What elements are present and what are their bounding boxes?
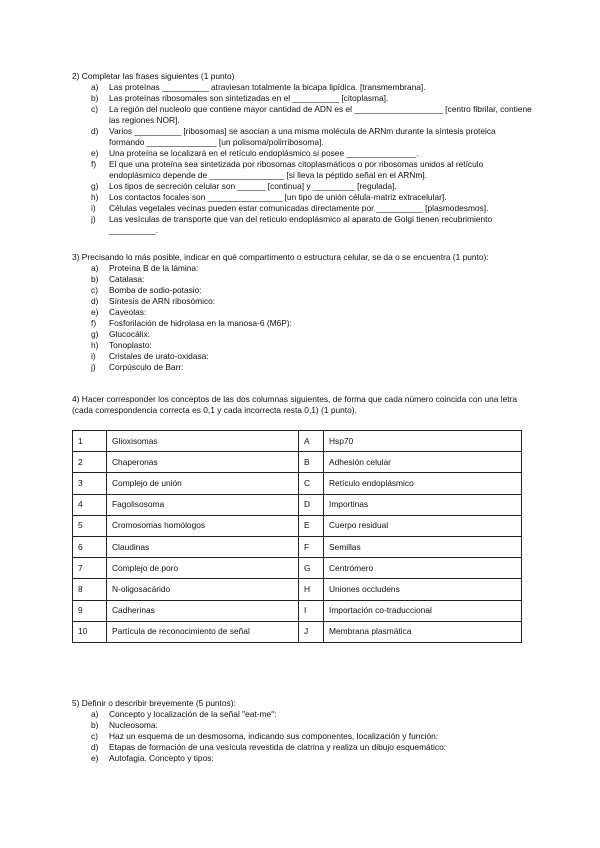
question-3-title: 3) Precisando lo más posible, indicar en qué compartimento o estructura celular, se da o se encuentra (1 punto): — [72, 252, 489, 262]
question-2 — [72, 71, 532, 236]
list-item: i) Células vegetales vecinas pueden estar comunicadas directamente por __________ [plasmodesmos]. — [91, 203, 489, 213]
table-row: 3 Complejo de unión C Retículo endoplásmico — [73, 473, 522, 494]
table-row: 4 Fagolisosoma D Importinas — [73, 494, 522, 515]
question-5-title: 5) Definir o describir brevemente (5 puntos): — [72, 698, 236, 708]
list-item: j) Las vesículas de transporte que van del retículo endoplásmico al aparato de Golgi tienen recubrimiento __________. — [91, 214, 493, 235]
question-3 — [72, 252, 532, 373]
table-row: 1 Glioxisomas A Hsp70 — [73, 431, 522, 452]
list-item: b) Las proteínas ribosomales son sintetizadas en el __________ [citoplasma]. — [91, 93, 389, 103]
list-item: d) Síntesis de ARN ribosómico: — [91, 296, 216, 306]
table-row: 5 Cromosomas homólogos E Cuerpo residual — [73, 515, 522, 536]
table-row: 10 Partícula de reconocimiento de señal J Membrana plasmática — [73, 621, 522, 642]
list-item: f) Fosforilación de hidrolasa en la manosa-6 (M6P): — [91, 318, 292, 328]
table-row: 6 Claudinas F Semillas — [73, 536, 522, 557]
list-item: c) Bomba de sodio-potasio: — [91, 285, 202, 295]
question-4-title: 4) Hacer corresponder los conceptos de las dos columnas siguientes, de forma que cada número coincida con una letra (cada correspondencia correcta es 0,1 y cada incorrecta resta 0,1) (1 punto). — [72, 394, 518, 415]
list-item: c) La región del nucleolo que contiene mayor cantidad de ADN es el ___________________ [centro fibrilar, contiene las regiones NOR]. — [91, 104, 532, 125]
list-item: g) Glucocálix: — [91, 329, 150, 339]
list-item: a) Las proteínas __________ atraviesan totalmente la bicapa lipídica. [transmembrana]. — [91, 82, 426, 92]
list-item: f) El que una proteína sea sintetizada por ribosomas citoplasmáticos o por ribosomas unidos al retículo endoplásmico depende de ________________ [si lleva la péptido señal en el ARNm]. — [91, 159, 484, 180]
list-item: h) Tonoplasto: — [91, 340, 152, 350]
question-5-list — [72, 709, 532, 764]
list-item: d) Etapas de formación de una vesícula revestida de clatrina y realiza un dibujo esquemático: — [91, 742, 447, 752]
table-row: 9 Cadherinas I Importación co-traduccional — [73, 600, 522, 621]
matching-table — [72, 430, 522, 643]
question-2-list — [72, 82, 532, 236]
list-item: e) Autofagia. Concepto y tipos: — [91, 753, 214, 763]
question-3-list — [72, 263, 532, 373]
question-5 — [72, 698, 532, 764]
list-item: e) Una proteína se localizará en el retículo endoplásmico si posee _______________. — [91, 148, 419, 158]
list-item: j) Corpúsculo de Barr: — [91, 362, 184, 372]
list-item: a) Concepto y localización de la señal "eat-me": — [91, 709, 277, 719]
table-row: 7 Complejo de poro G Centrómero — [73, 558, 522, 579]
list-item: b) Nucleosoma: — [91, 720, 158, 730]
table-row: 8 N-oligosacárido H Uniones occludens — [73, 579, 522, 600]
table-row: 2 Chaperonas B Adhesión celular — [73, 452, 522, 473]
list-item: b) Catalasa: — [91, 274, 145, 284]
list-item: a) Proteína B de la lámina: — [91, 263, 199, 273]
question-4 — [72, 394, 532, 416]
list-item: h) Los contactos focales son ________________ [un tipo de unión célula-matriz extracelular]. — [91, 192, 447, 202]
list-item: c) Haz un esquema de un desmosoma, indicando sus componentes, localización y función: — [91, 731, 439, 741]
question-2-title: 2) Completar las frases siguientes (1 punto) — [72, 71, 235, 81]
list-item: e) Caveolas: — [91, 307, 147, 317]
list-item: d) Varios __________ [ribosomas] se asocian a una misma molécula de ARNm durante la síntesis proteica formando _______________ [un polisoma/polirribosoma]. — [91, 126, 496, 147]
list-item: i) Cristales de urato-oxidasa: — [91, 351, 209, 361]
list-item: g) Los tipos de secreción celular son ______ [continua] y _________ [regulada]. — [91, 181, 397, 191]
